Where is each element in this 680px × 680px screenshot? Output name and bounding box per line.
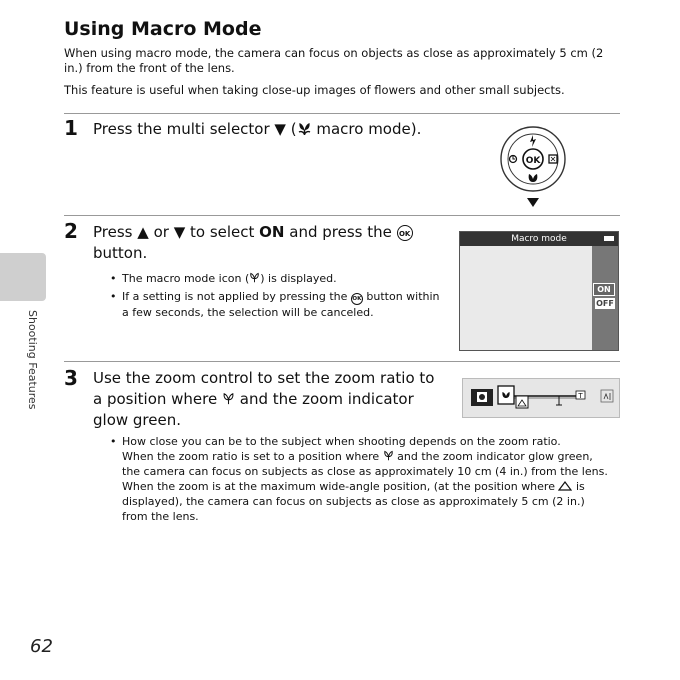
list-item: • The macro mode icon ( ) is displayed. xyxy=(108,271,443,286)
macro-flower-icon xyxy=(383,450,394,461)
option-on[interactable]: ON xyxy=(593,283,615,296)
step-2-text: Press ▲ or ▼ to select ON and press the OK button. xyxy=(93,222,438,264)
step-number: 2 xyxy=(64,219,78,243)
multi-selector-icon xyxy=(496,126,570,208)
divider xyxy=(64,215,620,216)
down-arrow-icon xyxy=(527,198,539,207)
ok-button-icon: OK xyxy=(351,293,363,305)
divider xyxy=(64,113,620,114)
divider xyxy=(64,361,620,362)
battery-icon xyxy=(604,236,614,241)
step-2-bullets xyxy=(108,271,443,323)
wide-angle-icon xyxy=(558,480,572,491)
camera-screen xyxy=(459,231,619,351)
ok-center-label: OK xyxy=(525,156,541,166)
option-off[interactable]: OFF xyxy=(596,299,614,308)
section-label: Shooting Features xyxy=(26,310,39,410)
step-3-bullets xyxy=(108,434,613,527)
section-tab xyxy=(0,253,46,301)
list-item: • If a setting is not applied by pressing the OK button within a few seconds, the selection will be canceled. xyxy=(108,289,443,320)
intro-paragraph-2: This feature is useful when taking close-up images of flowers and other small subjects. xyxy=(64,83,565,97)
step-3-text: Use the zoom control to set the zoom ratio to a position where and the zoom indicator glow green. xyxy=(93,369,435,429)
step-number: 1 xyxy=(64,116,78,140)
intro-paragraph: When using macro mode, the camera can focus on objects as close as approximately 5 cm (2 in.) from the front of the lens. xyxy=(64,46,604,75)
step-1-text: Press the multi selector ▼ ( macro mode). xyxy=(93,120,422,138)
ok-button-icon: OK xyxy=(397,225,413,241)
list-item: • How close you can be to the subject when shooting depends on the zoom ratio. When the zoom ratio is set to a position where and the zoom indicator glow green, the camera can focus on subjects as close as approximately 10 cm (4 in.) from the lens. When the zoom is at the maximum wide-angle position, (at the position where is displayed), the camera can focus on subjects as close as approximately 5 cm (2 in.) from the lens. xyxy=(108,434,613,524)
step-number: 3 xyxy=(64,366,78,390)
macro-flower-icon xyxy=(297,121,312,136)
macro-zoom-box xyxy=(498,386,514,404)
zoom-indicator-panel xyxy=(462,378,620,418)
macro-flower-icon xyxy=(249,272,260,283)
page-title: Using Macro Mode xyxy=(64,18,262,40)
macro-flower-icon xyxy=(222,392,235,405)
page-number: 62 xyxy=(30,636,53,657)
screen-title: Macro mode xyxy=(460,232,618,246)
zoom-marker xyxy=(556,396,562,405)
tele-label: T xyxy=(578,392,583,400)
